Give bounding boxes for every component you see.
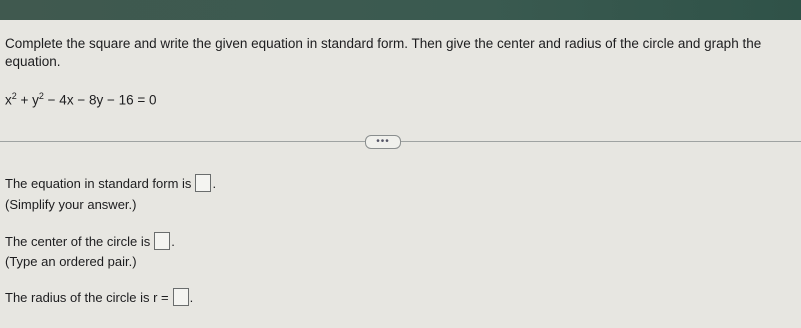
radius-label: The radius of the circle is r =: [5, 290, 169, 305]
radius-period: .: [189, 290, 194, 305]
eq-x-exponent: 2: [11, 91, 17, 101]
center-line: [5, 232, 175, 251]
radius-line: [5, 288, 193, 307]
more-dots-icon: •••: [376, 136, 390, 147]
center-label: The center of the circle is: [5, 234, 151, 249]
question-prompt: Complete the square and write the given equation in standard form. Then give the center and radius of the circle and graph the equation.: [5, 36, 762, 69]
eq-plus: +: [16, 92, 33, 108]
standard-form-label: The equation in standard form is: [5, 176, 192, 191]
radius-answer-box[interactable]: [173, 288, 189, 306]
eq-y: y: [32, 92, 39, 108]
expand-more-button[interactable]: [365, 135, 401, 149]
center-hint: (Type an ordered pair.): [5, 254, 137, 269]
eq-rest: − 4x − 8y − 16 = 0: [43, 92, 157, 108]
standard-form-line: [5, 174, 216, 193]
eq-y-exponent: 2: [38, 91, 44, 101]
given-equation: [5, 87, 157, 110]
center-answer-box[interactable]: [154, 232, 170, 250]
top-banner: [0, 0, 801, 20]
center-period: .: [171, 234, 175, 249]
standard-form-hint: (Simplify your answer.): [5, 197, 137, 212]
standard-form-answer-box[interactable]: [195, 174, 211, 192]
eq-x: x: [5, 92, 12, 108]
standard-form-period: .: [212, 176, 217, 191]
